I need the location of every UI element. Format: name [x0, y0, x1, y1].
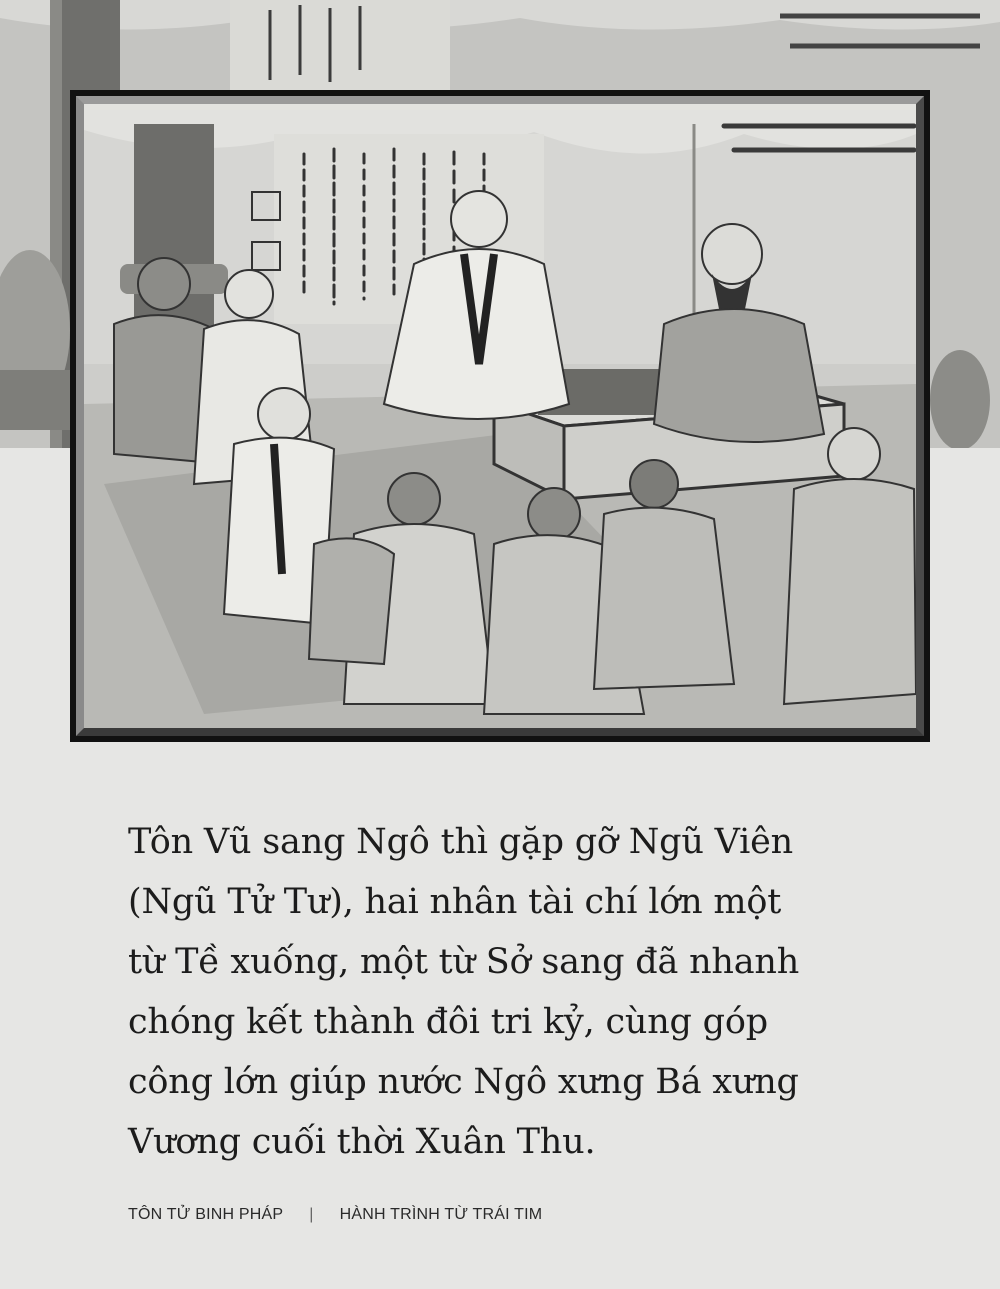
footer-series-title: TÔN TỬ BINH PHÁP — [128, 1206, 284, 1223]
caption-line: chóng kết thành đôi tri kỷ, cùng góp — [128, 1002, 768, 1042]
footer-separator: | — [309, 1206, 314, 1223]
caption-paragraph — [128, 812, 868, 1172]
footer-subtitle: HÀNH TRÌNH TỪ TRÁI TIM — [339, 1206, 543, 1223]
caption-line: Tôn Vũ sang Ngô thì gặp gỡ Ngũ Viên — [128, 822, 793, 862]
illustration-frame — [70, 90, 930, 742]
caption-line: (Ngũ Tử Tư), hai nhân tài chí lớn một — [128, 882, 782, 922]
caption-line: từ Tề xuống, một từ Sở sang đã nhanh — [128, 942, 800, 982]
footer — [128, 1206, 542, 1224]
illustration — [76, 96, 924, 736]
caption-line: Vương cuối thời Xuân Thu. — [128, 1122, 596, 1162]
caption-line: công lớn giúp nước Ngô xưng Bá xưng — [128, 1062, 799, 1102]
